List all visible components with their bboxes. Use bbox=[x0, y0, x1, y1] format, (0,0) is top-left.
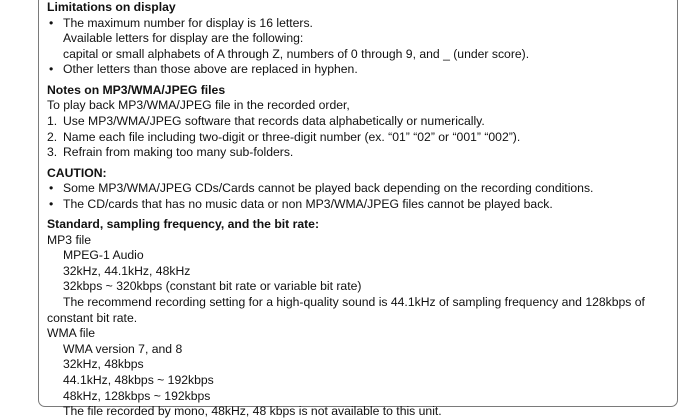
mp3-line: The recommend recording setting for a high-quality sound is 44.1kHz of sampling frequency and 128kbps of bbox=[63, 295, 645, 310]
notes-item-text: Refrain from making too many sub-folders. bbox=[63, 145, 294, 160]
wma-line: WMA version 7, and 8 bbox=[63, 341, 183, 356]
limitations-line-3: capital or small alphabets of A through Z, numbers of 0 through 9, and _ (under score). bbox=[63, 46, 530, 61]
notes-item-text: Name each file including two-digit or three-digit number (ex. “01” “02” or “001” “002”). bbox=[63, 129, 521, 144]
notes-item-number: 2. bbox=[47, 129, 58, 144]
notes-intro: To play back MP3/WMA/JPEG file in the recorded order, bbox=[47, 98, 350, 113]
notes-item-text: Use MP3/WMA/JPEG software that records data alphabetically or numerically. bbox=[63, 113, 485, 128]
limitations-bullet-2: • Other letters than those above are replaced in hyphen. bbox=[47, 62, 677, 78]
document-content bbox=[47, 0, 677, 420]
standard-heading: Standard, sampling frequency, and the bit rate: bbox=[47, 217, 320, 232]
mp3-line: MPEG-1 Audio bbox=[63, 248, 144, 263]
wma-line: 32kHz, 48kbps bbox=[63, 357, 144, 372]
limitations-heading: Limitations on display bbox=[47, 0, 176, 14]
wma-line: 44.1kHz, 48kbps ~ 192kbps bbox=[63, 373, 214, 388]
wma-line: 48kHz, 128kbps ~ 192kbps bbox=[63, 388, 211, 403]
mp3-line: 32kbps ~ 320kbps (constant bit rate or variable bit rate) bbox=[63, 279, 362, 294]
mp3-line: 32kHz, 44.1kHz, 48kHz bbox=[63, 263, 191, 278]
notes-item-number: 1. bbox=[47, 113, 58, 128]
wma-label: WMA file bbox=[47, 326, 96, 341]
wma-line: The file recorded by mono, 48kHz, 48 kbps is not available to this unit. bbox=[63, 404, 442, 419]
notes-heading: Notes on MP3/WMA/JPEG files bbox=[47, 82, 226, 97]
limitations-line-2: Available letters for display are the following: bbox=[63, 31, 304, 46]
notes-item bbox=[47, 145, 677, 161]
caution-bullet-1: • Some MP3/WMA/JPEG CDs/Cards cannot be played back depending on the recording conditions. bbox=[47, 181, 677, 197]
notes-item bbox=[47, 130, 677, 146]
mp3-label: MP3 file bbox=[47, 232, 92, 247]
caution-heading: CAUTION: bbox=[47, 165, 107, 180]
notes-item bbox=[47, 114, 677, 130]
mp3-line-continuation: constant bit rate. bbox=[47, 310, 138, 325]
caution-bullet-2: • The CD/cards that has no music data or non MP3/WMA/JPEG files cannot be played back. bbox=[47, 197, 677, 213]
limitations-bullet-1: • The maximum number for display is 16 letters. bbox=[47, 16, 677, 32]
notes-item-number: 3. bbox=[47, 145, 58, 160]
